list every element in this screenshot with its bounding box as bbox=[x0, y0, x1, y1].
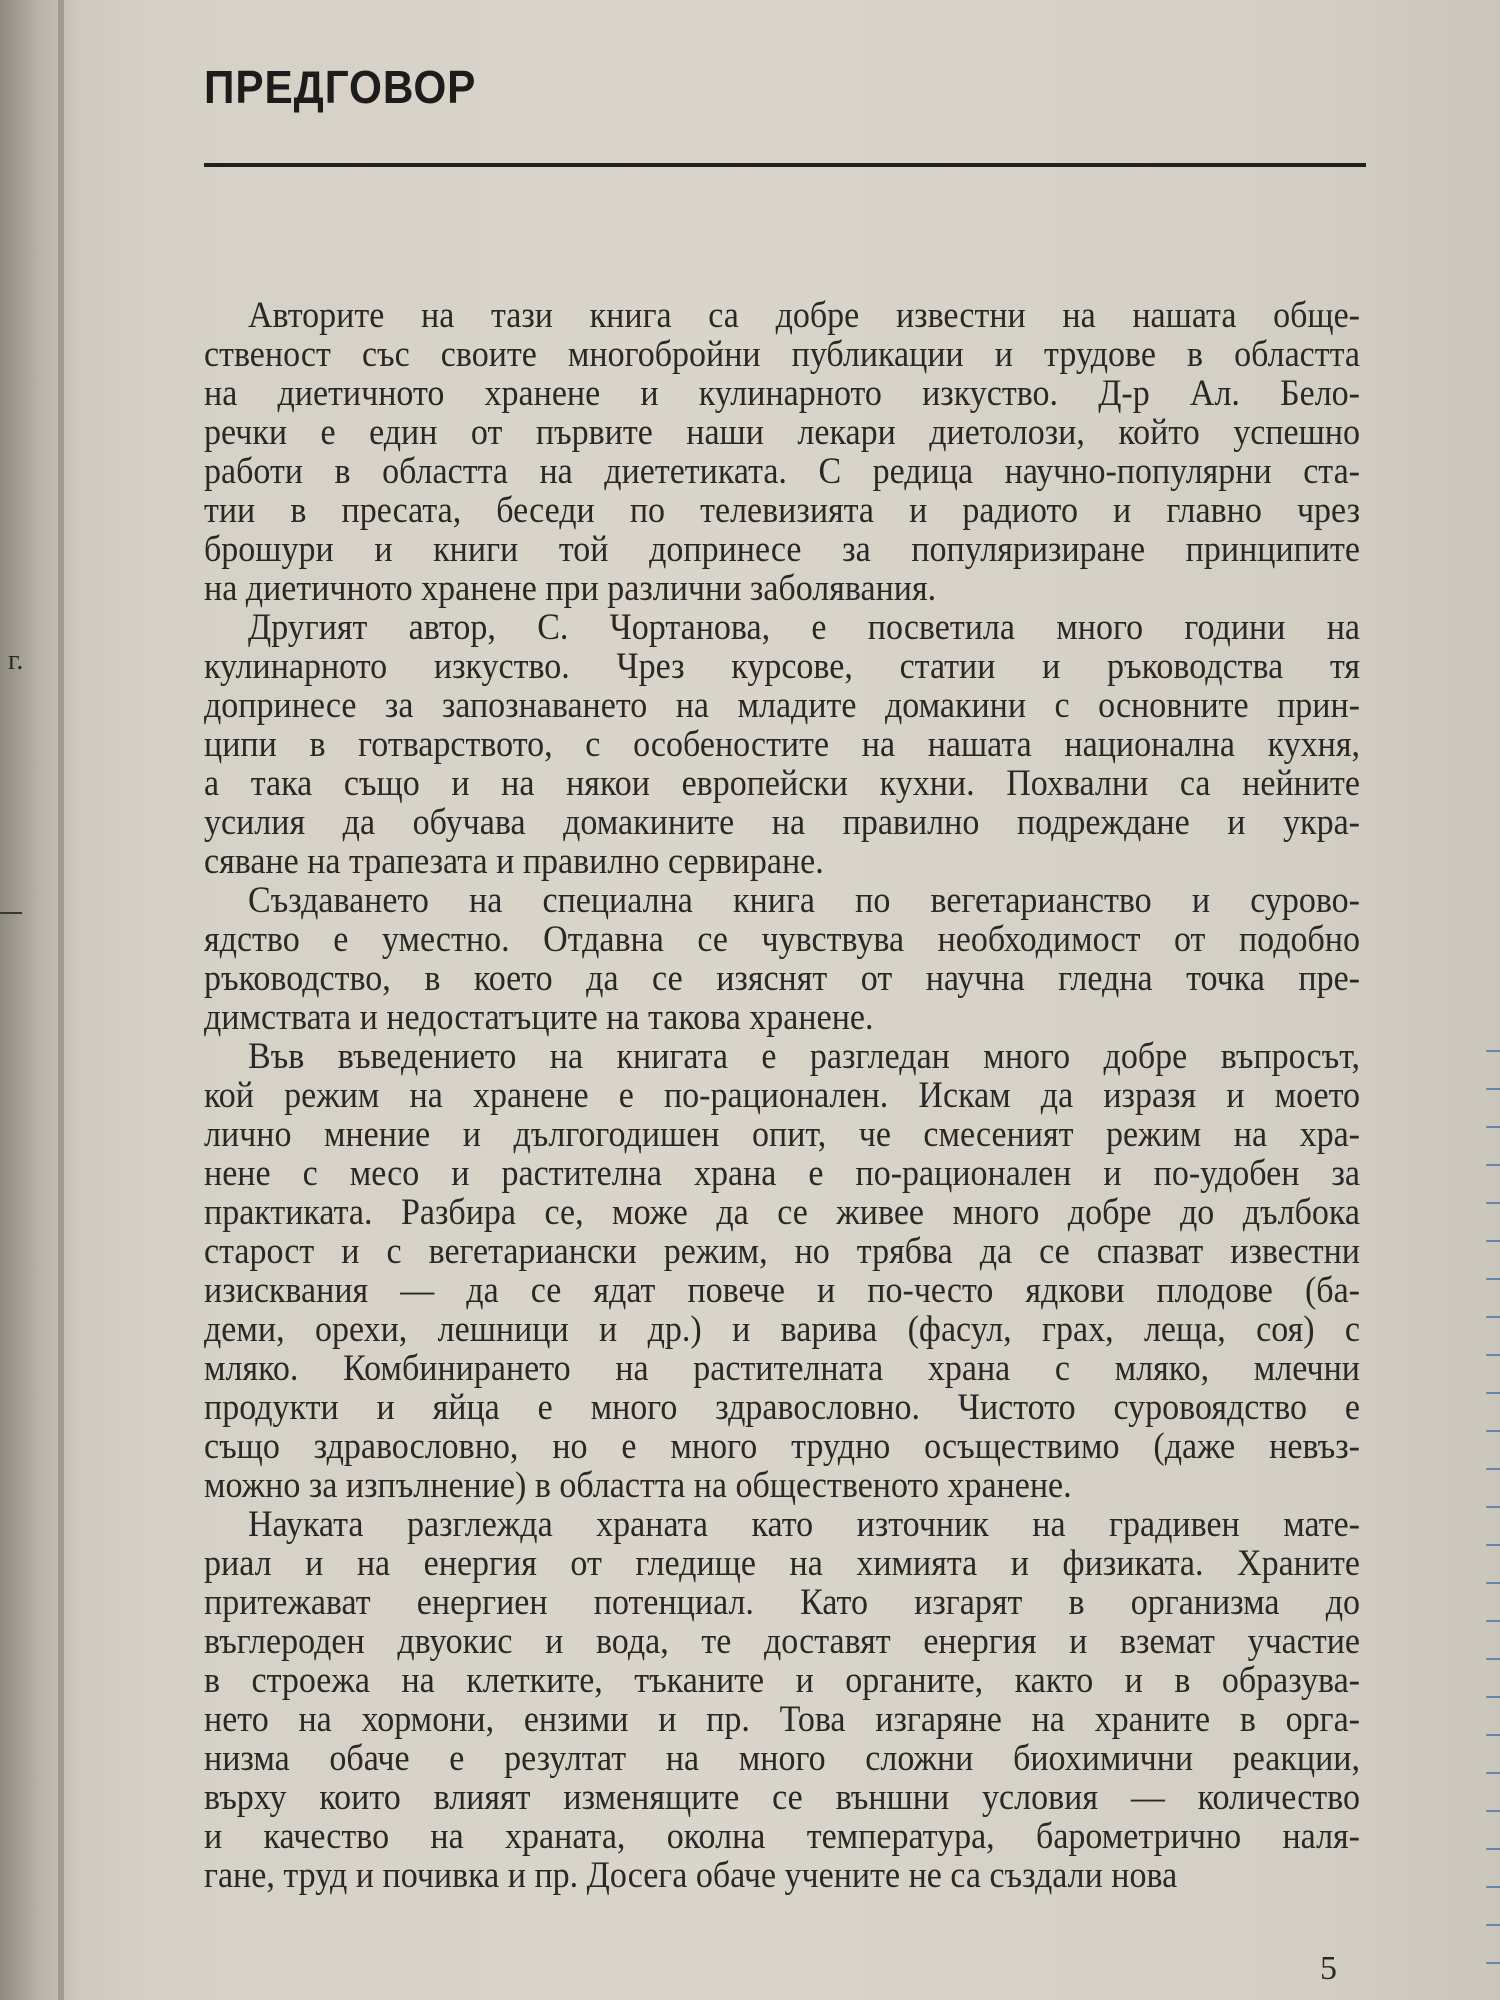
text-line: мляко. Комбинирането на растителната храна с мляко, млечни bbox=[204, 1348, 1360, 1389]
text-line: Авторите на тази книга са добре известни на нашата обще- bbox=[248, 295, 1360, 336]
edge-line bbox=[1486, 1620, 1500, 1622]
facing-page-dash bbox=[0, 912, 22, 914]
text-line: въглероден двуокис и вода, те доставят енергия и вземат участие bbox=[204, 1621, 1360, 1662]
text-line: нето на хормони, ензими и пр. Това изгаряне на храните в орга- bbox=[204, 1699, 1360, 1740]
text-line: Другият автор, С. Чортанова, е посветила много години на bbox=[248, 607, 1360, 648]
edge-line bbox=[1486, 1696, 1500, 1698]
edge-line bbox=[1486, 1126, 1500, 1128]
edge-line bbox=[1486, 1430, 1500, 1432]
edge-line bbox=[1486, 1924, 1500, 1926]
text-line: нене с месо и растителна храна е по-рационален и по-удобен за bbox=[204, 1153, 1360, 1194]
edge-line bbox=[1486, 1202, 1500, 1204]
text-line: допринесе за запознаването на младите домакини с основните прин- bbox=[204, 685, 1360, 726]
edge-line bbox=[1486, 1544, 1500, 1546]
paragraph bbox=[204, 881, 1360, 1037]
edge-line bbox=[1486, 1354, 1500, 1356]
edge-line bbox=[1486, 1392, 1500, 1394]
edge-line bbox=[1486, 1772, 1500, 1774]
text-line: притежават енергиен потенциал. Като изгарят в организма до bbox=[204, 1582, 1360, 1623]
paragraph bbox=[204, 1505, 1360, 1895]
text-line: ръководство, в което да се изяснят от научна гледна точка пре- bbox=[204, 958, 1360, 999]
edge-line bbox=[1486, 1734, 1500, 1736]
edge-line bbox=[1486, 1810, 1500, 1812]
text-line: сяване на трапезата и правилно сервиране. bbox=[204, 841, 824, 882]
paragraph bbox=[204, 608, 1360, 881]
text-line: продукти и яйца е много здравословно. Чистото суровоядство е bbox=[204, 1387, 1360, 1428]
text-line: можно за изпълнение) в областта на общественото хранене. bbox=[204, 1465, 1072, 1506]
text-line: работи в областта на диететиката. С редица научно-популярни ста- bbox=[204, 451, 1360, 492]
edge-line bbox=[1486, 1164, 1500, 1166]
text-line: ципи в готварството, с особеностите на нашата национална кухня, bbox=[204, 724, 1360, 765]
text-line: и качество на храната, околна температура, барометрично наля- bbox=[204, 1816, 1360, 1857]
text-line: кулинарното изкуство. Чрез курсове, статии и ръководства тя bbox=[204, 646, 1360, 687]
edge-line bbox=[1486, 1886, 1500, 1888]
text-line: върху които влияят изменящите се външни условия — количество bbox=[204, 1777, 1360, 1818]
text-line: усилия да обучава домакините на правилно подреждане и укра- bbox=[204, 802, 1360, 843]
text-line: низма обаче е резултат на много сложни биохимични реакции, bbox=[204, 1738, 1360, 1779]
text-line: речки е един от първите наши лекари диетолози, който успешно bbox=[204, 412, 1360, 453]
text-line: ядство е уместно. Отдавна се чувствува необходимост от подобно bbox=[204, 919, 1360, 960]
edge-line bbox=[1486, 1088, 1500, 1090]
edge-line bbox=[1486, 1582, 1500, 1584]
paragraph bbox=[204, 1037, 1360, 1505]
body-text bbox=[204, 296, 1360, 1895]
text-line: тии в пресата, беседи по телевизията и радиото и главно чрез bbox=[204, 490, 1360, 531]
edge-line bbox=[1486, 1316, 1500, 1318]
text-line: лично мнение и дългогодишен опит, че смесеният режим на хра- bbox=[204, 1114, 1360, 1155]
text-line: а така също и на някои европейски кухни. Похвални са нейните bbox=[204, 763, 1360, 804]
text-line: брошури и книги той допринесе за популяризиране принципите bbox=[204, 529, 1360, 570]
text-line: практиката. Разбира се, може да се живее много добре до дълбока bbox=[204, 1192, 1360, 1233]
text-line: гане, труд и почивка и пр. Досега обаче учените не са създали нова bbox=[204, 1855, 1178, 1896]
book-gutter bbox=[58, 0, 64, 2000]
paragraph bbox=[204, 296, 1360, 608]
page-number: 5 bbox=[1320, 1950, 1337, 1987]
text-line: на диетичното хранене и кулинарното изкуство. Д-р Ал. Бело- bbox=[204, 373, 1360, 414]
facing-page-fragment: г. bbox=[8, 645, 24, 676]
text-line: старост и с вегетариански режим, но трябва да се спазват известни bbox=[204, 1231, 1360, 1272]
edge-line bbox=[1486, 1050, 1500, 1052]
text-line: Създаването на специална книга по вегетарианство и сурово- bbox=[248, 880, 1360, 921]
edge-line bbox=[1486, 1278, 1500, 1280]
edge-line bbox=[1486, 1506, 1500, 1508]
title-rule bbox=[204, 163, 1366, 167]
text-line: също здравословно, но е много трудно осъществимо (даже невъз- bbox=[204, 1426, 1360, 1467]
edge-line bbox=[1486, 1240, 1500, 1242]
edge-line bbox=[1486, 1962, 1500, 1964]
text-line: деми, орехи, лешници и др.) и варива (фасул, грах, леща, соя) с bbox=[204, 1309, 1360, 1350]
text-line: кой режим на хранене е по-рационален. Искам да изразя и моето bbox=[204, 1075, 1360, 1116]
text-line: в строежа на клетките, тъканите и органите, както и в образува- bbox=[204, 1660, 1360, 1701]
edge-line bbox=[1486, 1658, 1500, 1660]
text-line: Науката разглежда храната като източник на градивен мате- bbox=[248, 1504, 1360, 1545]
text-line: изисквания — да се ядат повече и по-често ядкови плодове (ба- bbox=[204, 1270, 1360, 1311]
text-line: риал и на енергия от гледище на химията и физиката. Храните bbox=[204, 1543, 1360, 1584]
text-line: ственост със своите многобройни публикации и трудове в областта bbox=[204, 334, 1360, 375]
edge-line bbox=[1486, 1848, 1500, 1850]
page-title: ПРЕДГОВОР bbox=[204, 61, 477, 113]
text-line: димствата и недостатъците на такова хранене. bbox=[204, 997, 874, 1038]
text-line: на диетичното хранене при различни заболявания. bbox=[204, 568, 937, 609]
edge-line bbox=[1486, 1468, 1500, 1470]
text-line: Във въведението на книгата е разгледан много добре въпросът, bbox=[248, 1036, 1360, 1077]
